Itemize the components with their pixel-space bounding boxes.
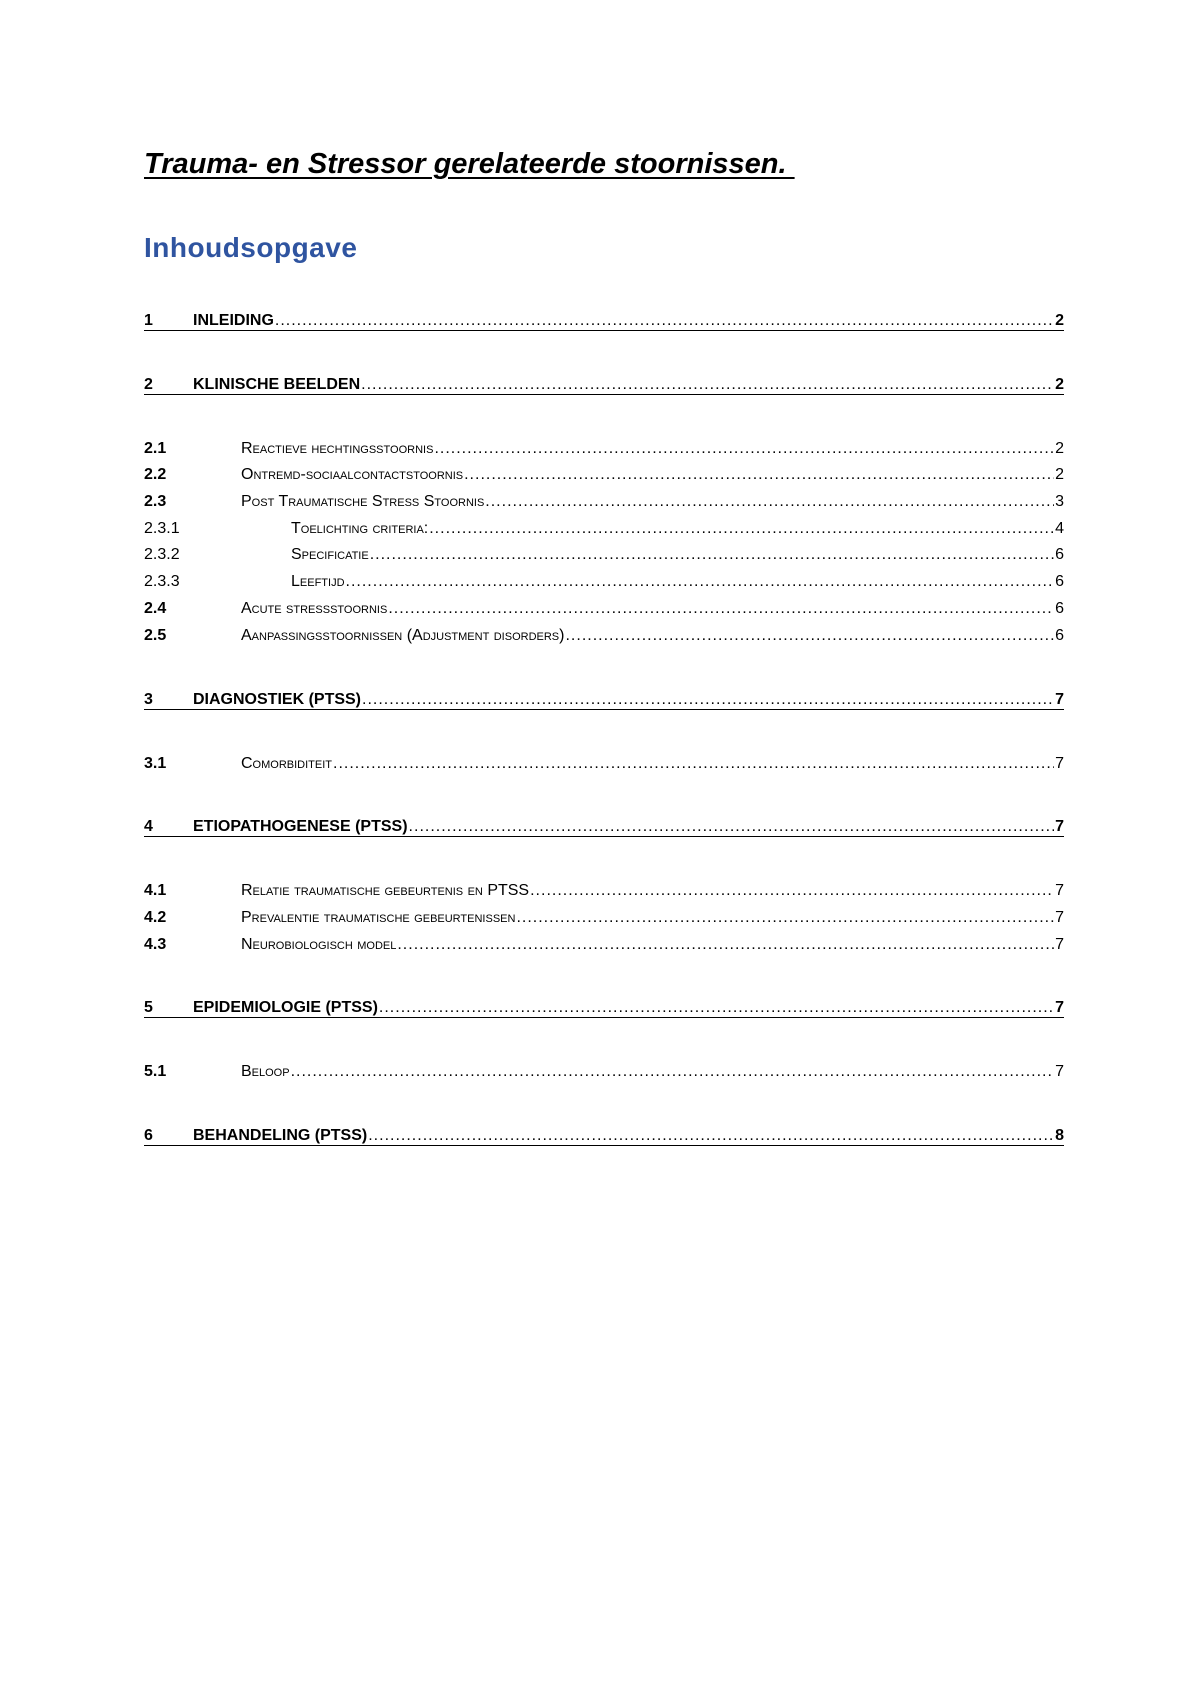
- toc-dot-leader: [485, 493, 1054, 511]
- toc-entry-title: Prevalentie traumatische gebeurtenissen: [241, 909, 516, 926]
- toc-entry-title: Ontremd-sociaalcontactstoornis: [241, 466, 464, 483]
- toc-entry-number: 3.1: [144, 755, 167, 772]
- toc-entry-level2[interactable]: [144, 905, 1064, 927]
- toc-entry-number: 2.1: [144, 440, 167, 457]
- toc-entry-page: 7: [1055, 882, 1064, 899]
- toc-entry-title: Toelichting criteria:: [291, 520, 429, 537]
- toc-entry-level2[interactable]: [144, 932, 1064, 954]
- toc-entry-page: 6: [1055, 627, 1064, 644]
- toc-dot-leader: [434, 440, 1054, 458]
- toc-entry-level1[interactable]: [144, 995, 1064, 1018]
- toc-dot-leader: [333, 755, 1054, 773]
- toc-dot-leader: [362, 691, 1054, 709]
- toc-entry-title: Post Traumatische Stress Stoornis: [241, 493, 485, 510]
- toc-dot-leader: [388, 600, 1054, 618]
- toc-entry-level1[interactable]: [144, 308, 1064, 331]
- toc-entry-number: 2.2: [144, 466, 167, 483]
- toc-entry-page: 7: [1055, 936, 1064, 953]
- toc-dot-leader: [409, 818, 1055, 836]
- toc-entry-level2[interactable]: [144, 436, 1064, 458]
- toc-entry-level1[interactable]: [144, 687, 1064, 710]
- toc-entry-title: Relatie traumatische gebeurtenis en PTSS: [241, 882, 530, 899]
- toc-entry-page: 2: [1055, 466, 1064, 483]
- toc-entry-page: 7: [1055, 1063, 1064, 1080]
- toc-entry-title: Specificatie: [291, 546, 369, 563]
- toc-entry-number: 3: [144, 691, 153, 708]
- toc-entry-number: 2.3: [144, 493, 167, 510]
- toc-entry-number: 2.5: [144, 627, 167, 644]
- toc-dot-leader: [346, 573, 1055, 591]
- toc-entry-page: 7: [1055, 818, 1064, 835]
- toc-entry-level2[interactable]: [144, 596, 1064, 618]
- toc-entry-page: 6: [1055, 600, 1064, 617]
- toc-entry-page: 7: [1055, 755, 1064, 772]
- toc-entry-page: 2: [1055, 312, 1064, 329]
- toc-dot-leader: [464, 466, 1054, 484]
- toc-entry-title: Reactieve hechtingsstoornis: [241, 440, 434, 457]
- toc-entry-number: 4: [144, 818, 153, 835]
- toc-entry-level2[interactable]: [144, 751, 1064, 773]
- toc-dot-leader: [361, 376, 1054, 394]
- toc-entry-page: 7: [1055, 999, 1064, 1016]
- toc-dot-leader: [291, 1063, 1055, 1081]
- toc-entry-level2[interactable]: [144, 878, 1064, 900]
- toc-entry-title: Aanpassingsstoornissen (Adjustment disorders): [241, 627, 565, 644]
- toc-dot-leader: [370, 546, 1054, 564]
- toc-entry-level1[interactable]: [144, 372, 1064, 395]
- document-title: Trauma- en Stressor gerelateerde stoornissen.: [144, 148, 795, 180]
- toc-entry-page: 2: [1055, 376, 1064, 393]
- toc-dot-leader: [530, 882, 1054, 900]
- toc-entry-number: 4.3: [144, 936, 167, 953]
- toc-entry-page: 6: [1055, 573, 1064, 590]
- toc-entry-title: Beloop: [241, 1063, 290, 1080]
- toc-dot-leader: [397, 936, 1054, 954]
- toc-entry-number: 5.1: [144, 1063, 167, 1080]
- toc-entry-page: 7: [1055, 909, 1064, 926]
- toc-entry-title: INLEIDING: [193, 312, 274, 329]
- toc-entry-number: 1: [144, 312, 153, 329]
- toc-entry-level1[interactable]: [144, 814, 1064, 837]
- toc-entry-level2[interactable]: [144, 1059, 1064, 1081]
- toc-dot-leader: [275, 312, 1054, 330]
- toc-entry-title: BEHANDELING (PTSS): [193, 1127, 368, 1144]
- toc-entry-page: 6: [1055, 546, 1064, 563]
- toc-entry-title: Acute stressstoornis: [241, 600, 388, 617]
- toc-entry-number: 2.3.3: [144, 573, 180, 590]
- toc-dot-leader: [516, 909, 1054, 927]
- toc-entry-number: 2.3.2: [144, 546, 180, 563]
- toc-entry-level3[interactable]: [144, 516, 1064, 538]
- toc-dot-leader: [368, 1127, 1054, 1145]
- toc-entry-level2[interactable]: [144, 489, 1064, 511]
- toc-dot-leader: [565, 627, 1054, 645]
- toc-entry-level3[interactable]: [144, 569, 1064, 591]
- toc-entry-page: 7: [1055, 691, 1064, 708]
- toc-entry-title: DIAGNOSTIEK (PTSS): [193, 691, 362, 708]
- toc-entry-number: 2.3.1: [144, 520, 180, 537]
- toc-entry-number: 2.4: [144, 600, 167, 617]
- toc-entry-level3[interactable]: [144, 542, 1064, 564]
- toc-dot-leader: [379, 999, 1054, 1017]
- toc-entry-level2[interactable]: [144, 623, 1064, 645]
- toc-entry-title: ETIOPATHOGENESE (PTSS): [193, 818, 408, 835]
- toc-entry-number: 4.1: [144, 882, 167, 899]
- toc-entry-number: 6: [144, 1127, 153, 1144]
- toc-heading: Inhoudsopgave: [144, 232, 358, 263]
- toc-entry-page: 4: [1055, 520, 1064, 537]
- toc-entry-page: 3: [1055, 493, 1064, 510]
- toc-entry-title: Comorbiditeit: [241, 755, 332, 772]
- toc-entry-level2[interactable]: [144, 462, 1064, 484]
- toc-entry-level1[interactable]: [144, 1123, 1064, 1146]
- toc-dot-leader: [429, 520, 1054, 538]
- toc-entry-title: Neurobiologisch model: [241, 936, 397, 953]
- toc-entry-number: 2: [144, 376, 153, 393]
- toc-entry-number: 4.2: [144, 909, 167, 926]
- toc-entry-page: 8: [1055, 1127, 1064, 1144]
- toc-entry-number: 5: [144, 999, 153, 1016]
- toc-entry-page: 2: [1055, 440, 1064, 457]
- toc-entry-title: EPIDEMIOLOGIE (PTSS): [193, 999, 378, 1016]
- toc-entry-title: Leeftijd: [291, 573, 345, 590]
- toc-entry-title: KLINISCHE BEELDEN: [193, 376, 361, 393]
